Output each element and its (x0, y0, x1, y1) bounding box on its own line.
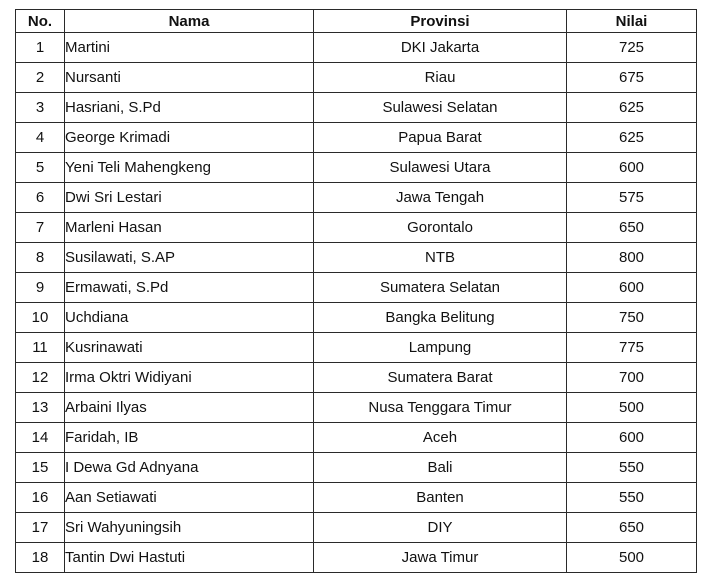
table-row (16, 393, 697, 423)
header-nama: Nama (65, 10, 314, 33)
cell-provinsi: Banten (314, 483, 567, 513)
cell-nilai: 775 (567, 333, 697, 363)
cell-no: 15 (16, 453, 65, 483)
cell-provinsi: DKI Jakarta (314, 33, 567, 63)
cell-provinsi: Bangka Belitung (314, 303, 567, 333)
cell-nilai: 625 (567, 93, 697, 123)
header-nilai: Nilai (567, 10, 697, 33)
table-body (16, 33, 697, 573)
cell-nama: Uchdiana (65, 303, 314, 333)
cell-nilai: 625 (567, 123, 697, 153)
cell-provinsi: Bali (314, 453, 567, 483)
table-row (16, 333, 697, 363)
cell-nilai: 750 (567, 303, 697, 333)
cell-provinsi: Gorontalo (314, 213, 567, 243)
cell-no: 8 (16, 243, 65, 273)
cell-provinsi: Riau (314, 63, 567, 93)
cell-nama: Tantin Dwi Hastuti (65, 543, 314, 573)
cell-nama: George Krimadi (65, 123, 314, 153)
cell-no: 14 (16, 423, 65, 453)
cell-nilai: 725 (567, 33, 697, 63)
cell-provinsi: Papua Barat (314, 123, 567, 153)
header-provinsi: Provinsi (314, 10, 567, 33)
table-row (16, 153, 697, 183)
cell-provinsi: DIY (314, 513, 567, 543)
cell-nilai: 600 (567, 273, 697, 303)
table-row (16, 93, 697, 123)
cell-nama: Irma Oktri Widiyani (65, 363, 314, 393)
cell-provinsi: Jawa Timur (314, 543, 567, 573)
cell-nama: Dwi Sri Lestari (65, 183, 314, 213)
cell-no: 6 (16, 183, 65, 213)
table-row (16, 483, 697, 513)
cell-no: 9 (16, 273, 65, 303)
cell-nilai: 500 (567, 543, 697, 573)
cell-no: 17 (16, 513, 65, 543)
cell-nama: Nursanti (65, 63, 314, 93)
table-row (16, 213, 697, 243)
cell-provinsi: Lampung (314, 333, 567, 363)
cell-nama: Marleni Hasan (65, 213, 314, 243)
cell-nama: Hasriani, S.Pd (65, 93, 314, 123)
cell-no: 5 (16, 153, 65, 183)
cell-nilai: 600 (567, 423, 697, 453)
cell-no: 12 (16, 363, 65, 393)
cell-nama: Yeni Teli Mahengkeng (65, 153, 314, 183)
table-row (16, 273, 697, 303)
header-row (16, 10, 697, 33)
header-no: No. (16, 10, 65, 33)
cell-nama: Martini (65, 33, 314, 63)
cell-nama: Aan Setiawati (65, 483, 314, 513)
table-row (16, 513, 697, 543)
table-row (16, 303, 697, 333)
table-row (16, 33, 697, 63)
table-row (16, 243, 697, 273)
cell-no: 10 (16, 303, 65, 333)
cell-nilai: 675 (567, 63, 697, 93)
cell-nama: Faridah, IB (65, 423, 314, 453)
cell-provinsi: Sumatera Barat (314, 363, 567, 393)
table-row (16, 453, 697, 483)
cell-no: 18 (16, 543, 65, 573)
cell-no: 7 (16, 213, 65, 243)
cell-nama: Susilawati, S.AP (65, 243, 314, 273)
cell-nilai: 800 (567, 243, 697, 273)
table-row (16, 183, 697, 213)
cell-provinsi: Sumatera Selatan (314, 273, 567, 303)
cell-nilai: 650 (567, 213, 697, 243)
cell-provinsi: Jawa Tengah (314, 183, 567, 213)
cell-nilai: 600 (567, 153, 697, 183)
cell-no: 16 (16, 483, 65, 513)
cell-provinsi: Nusa Tenggara Timur (314, 393, 567, 423)
cell-nilai: 550 (567, 453, 697, 483)
cell-nama: Ermawati, S.Pd (65, 273, 314, 303)
cell-nilai: 700 (567, 363, 697, 393)
cell-nama: Sri Wahyuningsih (65, 513, 314, 543)
cell-nama: Kusrinawati (65, 333, 314, 363)
cell-provinsi: NTB (314, 243, 567, 273)
participants-table (15, 9, 697, 573)
cell-no: 11 (16, 333, 65, 363)
cell-nilai: 500 (567, 393, 697, 423)
cell-nama: I Dewa Gd Adnyana (65, 453, 314, 483)
cell-no: 1 (16, 33, 65, 63)
cell-nilai: 550 (567, 483, 697, 513)
table-row (16, 123, 697, 153)
cell-nama: Arbaini Ilyas (65, 393, 314, 423)
table-row (16, 63, 697, 93)
cell-no: 13 (16, 393, 65, 423)
cell-no: 2 (16, 63, 65, 93)
cell-nilai: 650 (567, 513, 697, 543)
cell-nilai: 575 (567, 183, 697, 213)
cell-no: 4 (16, 123, 65, 153)
cell-provinsi: Aceh (314, 423, 567, 453)
table-row (16, 543, 697, 573)
table-row (16, 363, 697, 393)
cell-provinsi: Sulawesi Selatan (314, 93, 567, 123)
table-header (16, 10, 697, 33)
cell-provinsi: Sulawesi Utara (314, 153, 567, 183)
table-row (16, 423, 697, 453)
cell-no: 3 (16, 93, 65, 123)
